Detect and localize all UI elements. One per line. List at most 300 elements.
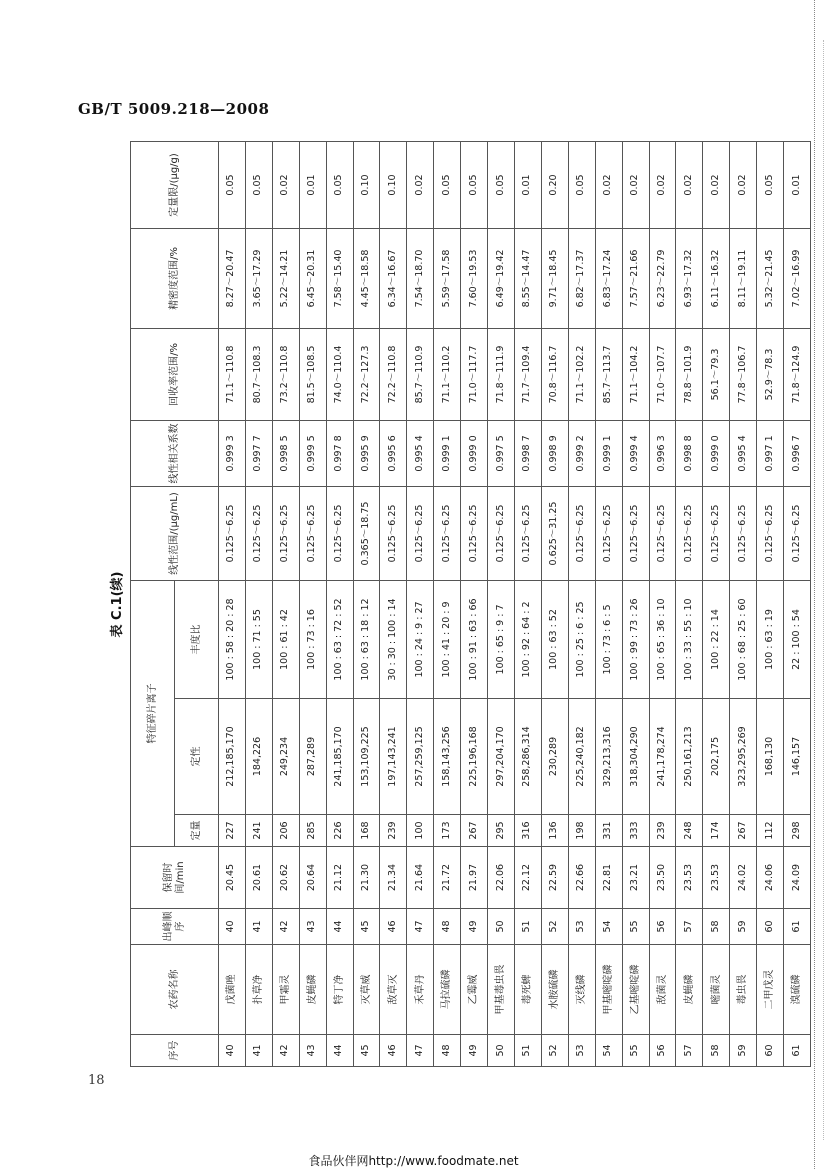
- cell-recovery: 85.7～110.9: [407, 328, 434, 420]
- cell-loq: 0.01: [784, 141, 811, 228]
- cell-qual: 250,161,213: [676, 699, 703, 815]
- cell-recovery: 74.0～110.4: [326, 328, 353, 420]
- cell-order: 40: [219, 909, 246, 945]
- cell-name: 毒虫畏: [730, 945, 757, 1035]
- header-order: 出峰顺序: [131, 909, 219, 945]
- cell-loq: 0.05: [245, 141, 272, 228]
- cell-rsd: 6.93～17.32: [676, 228, 703, 328]
- cell-quant: 174: [703, 815, 730, 847]
- cell-rsd: 3.65～17.29: [245, 228, 272, 328]
- cell-rt: 21.34: [380, 847, 407, 909]
- cell-name: 甲基毒虫畏: [488, 945, 515, 1035]
- cell-recovery: 85.7～113.7: [595, 328, 622, 420]
- cell-r: 0.999 0: [703, 420, 730, 486]
- cell-order: 58: [703, 909, 730, 945]
- cell-r: 0.998 7: [514, 420, 541, 486]
- cell-order: 47: [407, 909, 434, 945]
- cell-rsd: 7.60～19.53: [461, 228, 488, 328]
- cell-rt: 23.53: [703, 847, 730, 909]
- cell-range: 0.125～6.25: [757, 486, 784, 580]
- table-row: [676, 141, 703, 1066]
- cell-name: 皮蝇磷: [299, 945, 326, 1035]
- cell-range: 0.125～6.25: [649, 486, 676, 580]
- cell-seq: 47: [407, 1035, 434, 1067]
- cell-quant: 226: [326, 815, 353, 847]
- cell-quant: 206: [272, 815, 299, 847]
- cell-rsd: 5.22～14.21: [272, 228, 299, 328]
- cell-rsd: 7.57～21.66: [622, 228, 649, 328]
- cell-r: 0.997 5: [488, 420, 515, 486]
- cell-range: 0.625～31.25: [541, 486, 568, 580]
- cell-quant: 331: [595, 815, 622, 847]
- cell-name: 溴硫磷: [784, 945, 811, 1035]
- cell-rt: 24.06: [757, 847, 784, 909]
- cell-seq: 52: [541, 1035, 568, 1067]
- cell-rt: 23.53: [676, 847, 703, 909]
- cell-range: 0.365～18.75: [353, 486, 380, 580]
- cell-seq: 60: [757, 1035, 784, 1067]
- cell-ratio: 22 : 100 : 54: [784, 580, 811, 698]
- table-row: [649, 141, 676, 1066]
- cell-name: 水胺硫磷: [541, 945, 568, 1035]
- cell-ratio: 100 : 65 : 9 : 7: [488, 580, 515, 698]
- cell-quant: 239: [649, 815, 676, 847]
- cell-quant: 316: [514, 815, 541, 847]
- cell-seq: 49: [461, 1035, 488, 1067]
- cell-quant: 136: [541, 815, 568, 847]
- cell-rsd: 9.71～18.45: [541, 228, 568, 328]
- cell-range: 0.125～6.25: [730, 486, 757, 580]
- cell-quant: 112: [757, 815, 784, 847]
- cell-qual: 212,185,170: [219, 699, 246, 815]
- cell-seq: 56: [649, 1035, 676, 1067]
- cell-loq: 0.01: [514, 141, 541, 228]
- cell-recovery: 71.0～107.7: [649, 328, 676, 420]
- cell-qual: 257,259,125: [407, 699, 434, 815]
- cell-r: 0.995 9: [353, 420, 380, 486]
- cell-r: 0.995 4: [407, 420, 434, 486]
- cell-recovery: 52.9～78.3: [757, 328, 784, 420]
- header-correlation: 线性相关系数: [131, 420, 219, 486]
- cell-loq: 0.05: [434, 141, 461, 228]
- cell-quant: 241: [245, 815, 272, 847]
- cell-range: 0.125～6.25: [595, 486, 622, 580]
- cell-qual: 146,157: [784, 699, 811, 815]
- table-row: [245, 141, 272, 1066]
- cell-seq: 42: [272, 1035, 299, 1067]
- cell-order: 50: [488, 909, 515, 945]
- cell-rt: 23.50: [649, 847, 676, 909]
- cell-loq: 0.01: [299, 141, 326, 228]
- cell-rt: 20.62: [272, 847, 299, 909]
- cell-seq: 41: [245, 1035, 272, 1067]
- cell-rt: 20.61: [245, 847, 272, 909]
- cell-rt: 22.12: [514, 847, 541, 909]
- header-retention-time: 保留时间/min: [131, 847, 219, 909]
- cell-quant: 100: [407, 815, 434, 847]
- cell-loq: 0.05: [757, 141, 784, 228]
- cell-loq: 0.10: [380, 141, 407, 228]
- cell-ratio: 100 : 92 : 64 : 2: [514, 580, 541, 698]
- cell-r: 0.999 2: [568, 420, 595, 486]
- cell-order: 57: [676, 909, 703, 945]
- cell-range: 0.125～6.25: [380, 486, 407, 580]
- table-row: [461, 141, 488, 1066]
- cell-order: 59: [730, 909, 757, 945]
- scan-edge-dotted-line: [814, 0, 815, 1169]
- cell-qual: 168,130: [757, 699, 784, 815]
- cell-name: 灭草威: [353, 945, 380, 1035]
- cell-quant: 267: [461, 815, 488, 847]
- cell-order: 55: [622, 909, 649, 945]
- cell-name: 马拉硫磷: [434, 945, 461, 1035]
- table-row: [757, 141, 784, 1066]
- cell-name: 禾草丹: [407, 945, 434, 1035]
- table-row: [326, 141, 353, 1066]
- table-row: [488, 141, 515, 1066]
- cell-loq: 0.20: [541, 141, 568, 228]
- cell-rt: 21.12: [326, 847, 353, 909]
- cell-qual: 287,289: [299, 699, 326, 815]
- table-row: [703, 141, 730, 1066]
- cell-order: 60: [757, 909, 784, 945]
- cell-range: 0.125～6.25: [676, 486, 703, 580]
- cell-quant: 285: [299, 815, 326, 847]
- cell-quant: 295: [488, 815, 515, 847]
- cell-rt: 20.64: [299, 847, 326, 909]
- cell-seq: 58: [703, 1035, 730, 1067]
- cell-order: 41: [245, 909, 272, 945]
- cell-range: 0.125～6.25: [461, 486, 488, 580]
- cell-r: 0.999 4: [622, 420, 649, 486]
- cell-range: 0.125～6.25: [514, 486, 541, 580]
- cell-name: 扑草净: [245, 945, 272, 1035]
- cell-name: 嘧菌灵: [703, 945, 730, 1035]
- table-row: [541, 141, 568, 1066]
- cell-seq: 54: [595, 1035, 622, 1067]
- cell-ratio: 100 : 68 : 25 : 60: [730, 580, 757, 698]
- cell-recovery: 71.1～110.2: [434, 328, 461, 420]
- cell-rsd: 7.02～16.99: [784, 228, 811, 328]
- cell-quant: 267: [730, 815, 757, 847]
- cell-order: 42: [272, 909, 299, 945]
- cell-range: 0.125～6.25: [703, 486, 730, 580]
- cell-rsd: 6.45～20.31: [299, 228, 326, 328]
- header-name: 农药名称: [131, 945, 219, 1035]
- cell-name: 甲基嘧啶磷: [595, 945, 622, 1035]
- cell-r: 0.997 8: [326, 420, 353, 486]
- cell-range: 0.125～6.25: [488, 486, 515, 580]
- header-rsd: 精密度范围/%: [131, 228, 219, 328]
- cell-loq: 0.02: [703, 141, 730, 228]
- cell-range: 0.125～6.25: [434, 486, 461, 580]
- cell-order: 61: [784, 909, 811, 945]
- cell-seq: 51: [514, 1035, 541, 1067]
- header-ions: 特征碎片离子: [131, 580, 175, 846]
- page-number: 18: [88, 1073, 105, 1088]
- table-row: [595, 141, 622, 1066]
- cell-rsd: 6.23～22.79: [649, 228, 676, 328]
- table-row: [784, 141, 811, 1066]
- cell-r: 0.998 9: [541, 420, 568, 486]
- cell-rt: 21.72: [434, 847, 461, 909]
- header-recovery: 回收率范围/%: [131, 328, 219, 420]
- cell-range: 0.125～6.25: [622, 486, 649, 580]
- cell-name: 敌草灭: [380, 945, 407, 1035]
- cell-qual: 230,289: [541, 699, 568, 815]
- cell-range: 0.125～6.25: [568, 486, 595, 580]
- cell-name: 乙基嘧啶磷: [622, 945, 649, 1035]
- footer-watermark-text: 食品伙伴网http://www.foodmate.net: [308, 1154, 519, 1168]
- cell-ratio: 100 : 24 : 9 : 27: [407, 580, 434, 698]
- cell-ratio: 100 : 65 : 36 : 10: [649, 580, 676, 698]
- cell-qual: 197,143,241: [380, 699, 407, 815]
- cell-loq: 0.02: [272, 141, 299, 228]
- cell-qual: 323,295,269: [730, 699, 757, 815]
- cell-seq: 44: [326, 1035, 353, 1067]
- cell-order: 45: [353, 909, 380, 945]
- cell-r: 0.997 1: [757, 420, 784, 486]
- scan-edge-dotted-line-outer: [823, 40, 824, 1140]
- cell-range: 0.125～6.25: [272, 486, 299, 580]
- cell-loq: 0.02: [676, 141, 703, 228]
- cell-qual: 225,240,182: [568, 699, 595, 815]
- cell-range: 0.125～6.25: [299, 486, 326, 580]
- cell-loq: 0.02: [649, 141, 676, 228]
- table-row: [622, 141, 649, 1066]
- table-row: [514, 141, 541, 1066]
- cell-ratio: 100 : 73 : 16: [299, 580, 326, 698]
- cell-seq: 46: [380, 1035, 407, 1067]
- cell-order: 43: [299, 909, 326, 945]
- table-row: [219, 141, 246, 1066]
- cell-rt: 22.06: [488, 847, 515, 909]
- cell-r: 0.996 3: [649, 420, 676, 486]
- cell-rt: 22.59: [541, 847, 568, 909]
- cell-order: 54: [595, 909, 622, 945]
- cell-name: 灭线磷: [568, 945, 595, 1035]
- cell-rsd: 7.54～18.70: [407, 228, 434, 328]
- cell-qual: 184,226: [245, 699, 272, 815]
- cell-qual: 249,234: [272, 699, 299, 815]
- cell-rsd: 5.59～17.58: [434, 228, 461, 328]
- cell-quant: 333: [622, 815, 649, 847]
- header-ions-quant: 定量: [175, 815, 219, 847]
- cell-name: 敌菌灵: [649, 945, 676, 1035]
- cell-order: 49: [461, 909, 488, 945]
- header-ions-qual: 定性: [175, 699, 219, 815]
- cell-order: 52: [541, 909, 568, 945]
- cell-name: 甲霜灵: [272, 945, 299, 1035]
- table-row: [272, 141, 299, 1066]
- cell-range: 0.125～6.25: [784, 486, 811, 580]
- cell-r: 0.998 8: [676, 420, 703, 486]
- cell-rt: 21.64: [407, 847, 434, 909]
- cell-loq: 0.10: [353, 141, 380, 228]
- cell-loq: 0.05: [568, 141, 595, 228]
- header-ions-ratio: 丰度比: [175, 580, 219, 698]
- table-row: [407, 141, 434, 1066]
- cell-seq: 55: [622, 1035, 649, 1067]
- header-linear-range: 线性范围/(μg/mL): [131, 486, 219, 580]
- cell-r: 0.995 6: [380, 420, 407, 486]
- cell-name: 特丁净: [326, 945, 353, 1035]
- cell-ratio: 100 : 61 : 42: [272, 580, 299, 698]
- cell-recovery: 78.8～101.9: [676, 328, 703, 420]
- cell-quant: 239: [380, 815, 407, 847]
- cell-ratio: 100 : 33 : 55 : 10: [676, 580, 703, 698]
- cell-qual: 318,304,290: [622, 699, 649, 815]
- cell-r: 0.996 7: [784, 420, 811, 486]
- cell-r: 0.997 7: [245, 420, 272, 486]
- cell-qual: 258,286,314: [514, 699, 541, 815]
- standard-code: GB/T 5009.218—2008: [78, 100, 270, 118]
- cell-loq: 0.05: [488, 141, 515, 228]
- cell-quant: 298: [784, 815, 811, 847]
- cell-ratio: 100 : 71 : 55: [245, 580, 272, 698]
- cell-recovery: 71.1～102.2: [568, 328, 595, 420]
- pesticide-data-table: [130, 141, 811, 1067]
- cell-loq: 0.05: [461, 141, 488, 228]
- cell-order: 48: [434, 909, 461, 945]
- cell-recovery: 71.8～124.9: [784, 328, 811, 420]
- cell-name: 戊菌唑: [219, 945, 246, 1035]
- header-loq: 定量限/(μg/g): [131, 141, 219, 228]
- cell-recovery: 71.0～117.7: [461, 328, 488, 420]
- cell-qual: 153,109,225: [353, 699, 380, 815]
- cell-ratio: 100 : 58 : 20 : 28: [219, 580, 246, 698]
- cell-loq: 0.02: [622, 141, 649, 228]
- cell-ratio: 100 : 63 : 52: [541, 580, 568, 698]
- cell-r: 0.998 5: [272, 420, 299, 486]
- cell-rsd: 8.27～20.47: [219, 228, 246, 328]
- cell-recovery: 72.2～127.3: [353, 328, 380, 420]
- cell-seq: 57: [676, 1035, 703, 1067]
- cell-recovery: 56.1～79.3: [703, 328, 730, 420]
- cell-rsd: 5.32～21.45: [757, 228, 784, 328]
- cell-seq: 59: [730, 1035, 757, 1067]
- cell-ratio: 100 : 63 : 19: [757, 580, 784, 698]
- cell-qual: 297,204,170: [488, 699, 515, 815]
- cell-rsd: 7.58～15.40: [326, 228, 353, 328]
- cell-rsd: 6.82～17.37: [568, 228, 595, 328]
- cell-ratio: 100 : 41 : 20 : 9: [434, 580, 461, 698]
- cell-quant: 227: [219, 815, 246, 847]
- cell-seq: 53: [568, 1035, 595, 1067]
- cell-ratio: 30 : 30 : 100 : 14: [380, 580, 407, 698]
- cell-rsd: 6.49～19.42: [488, 228, 515, 328]
- cell-rsd: 6.83～17.24: [595, 228, 622, 328]
- cell-r: 0.999 5: [299, 420, 326, 486]
- cell-loq: 0.05: [219, 141, 246, 228]
- cell-ratio: 100 : 91 : 63 : 66: [461, 580, 488, 698]
- cell-range: 0.125～6.25: [407, 486, 434, 580]
- cell-rt: 21.97: [461, 847, 488, 909]
- cell-ratio: 100 : 22 : 14: [703, 580, 730, 698]
- cell-rt: 24.09: [784, 847, 811, 909]
- cell-recovery: 81.5～108.5: [299, 328, 326, 420]
- cell-r: 0.999 0: [461, 420, 488, 486]
- cell-ratio: 100 : 73 : 6 : 5: [595, 580, 622, 698]
- cell-qual: 241,178,274: [649, 699, 676, 815]
- table-caption: 表 C.1(续): [110, 571, 125, 638]
- cell-ratio: 100 : 63 : 72 : 52: [326, 580, 353, 698]
- cell-order: 51: [514, 909, 541, 945]
- table-row: [568, 141, 595, 1066]
- cell-seq: 48: [434, 1035, 461, 1067]
- cell-range: 0.125～6.25: [326, 486, 353, 580]
- cell-rsd: 6.11～16.32: [703, 228, 730, 328]
- cell-quant: 168: [353, 815, 380, 847]
- cell-quant: 173: [434, 815, 461, 847]
- cell-r: 0.999 1: [434, 420, 461, 486]
- cell-recovery: 71.8～111.9: [488, 328, 515, 420]
- cell-rt: 21.30: [353, 847, 380, 909]
- cell-rt: 22.81: [595, 847, 622, 909]
- cell-recovery: 80.7～108.3: [245, 328, 272, 420]
- table-row: [299, 141, 326, 1066]
- cell-rt: 20.45: [219, 847, 246, 909]
- cell-quant: 248: [676, 815, 703, 847]
- cell-name: 皮蝇磷: [676, 945, 703, 1035]
- cell-ratio: 100 : 25 : 6 : 25: [568, 580, 595, 698]
- cell-name: 二甲戊灵: [757, 945, 784, 1035]
- cell-loq: 0.02: [730, 141, 757, 228]
- cell-ratio: 100 : 99 : 73 : 26: [622, 580, 649, 698]
- cell-seq: 61: [784, 1035, 811, 1067]
- cell-ratio: 100 : 63 : 18 : 12: [353, 580, 380, 698]
- cell-rsd: 4.45～18.58: [353, 228, 380, 328]
- cell-rt: 22.66: [568, 847, 595, 909]
- cell-rt: 23.21: [622, 847, 649, 909]
- cell-range: 0.125～6.25: [245, 486, 272, 580]
- cell-rsd: 8.11～19.11: [730, 228, 757, 328]
- cell-recovery: 77.8～106.7: [730, 328, 757, 420]
- cell-seq: 45: [353, 1035, 380, 1067]
- rotated-table-block: [106, 142, 811, 1067]
- cell-qual: 241,185,170: [326, 699, 353, 815]
- cell-name: 毒死蜱: [514, 945, 541, 1035]
- cell-qual: 225,196,168: [461, 699, 488, 815]
- cell-seq: 40: [219, 1035, 246, 1067]
- cell-recovery: 72.2～110.8: [380, 328, 407, 420]
- cell-loq: 0.05: [326, 141, 353, 228]
- cell-order: 53: [568, 909, 595, 945]
- cell-recovery: 71.1～110.8: [219, 328, 246, 420]
- cell-recovery: 70.8～116.7: [541, 328, 568, 420]
- table-row: [353, 141, 380, 1066]
- cell-r: 0.995 4: [730, 420, 757, 486]
- cell-order: 44: [326, 909, 353, 945]
- cell-rsd: 6.34～16.67: [380, 228, 407, 328]
- cell-loq: 0.02: [407, 141, 434, 228]
- cell-qual: 158,143,256: [434, 699, 461, 815]
- cell-seq: 50: [488, 1035, 515, 1067]
- cell-recovery: 71.7～109.4: [514, 328, 541, 420]
- cell-r: 0.999 3: [219, 420, 246, 486]
- cell-qual: 202,175: [703, 699, 730, 815]
- cell-qual: 329,213,316: [595, 699, 622, 815]
- cell-range: 0.125～6.25: [219, 486, 246, 580]
- cell-rsd: 8.55～14.47: [514, 228, 541, 328]
- table-row: [730, 141, 757, 1066]
- cell-order: 46: [380, 909, 407, 945]
- cell-recovery: 73.2～110.8: [272, 328, 299, 420]
- cell-name: 乙霉威: [461, 945, 488, 1035]
- cell-rt: 24.02: [730, 847, 757, 909]
- table-row: [434, 141, 461, 1066]
- cell-seq: 43: [299, 1035, 326, 1067]
